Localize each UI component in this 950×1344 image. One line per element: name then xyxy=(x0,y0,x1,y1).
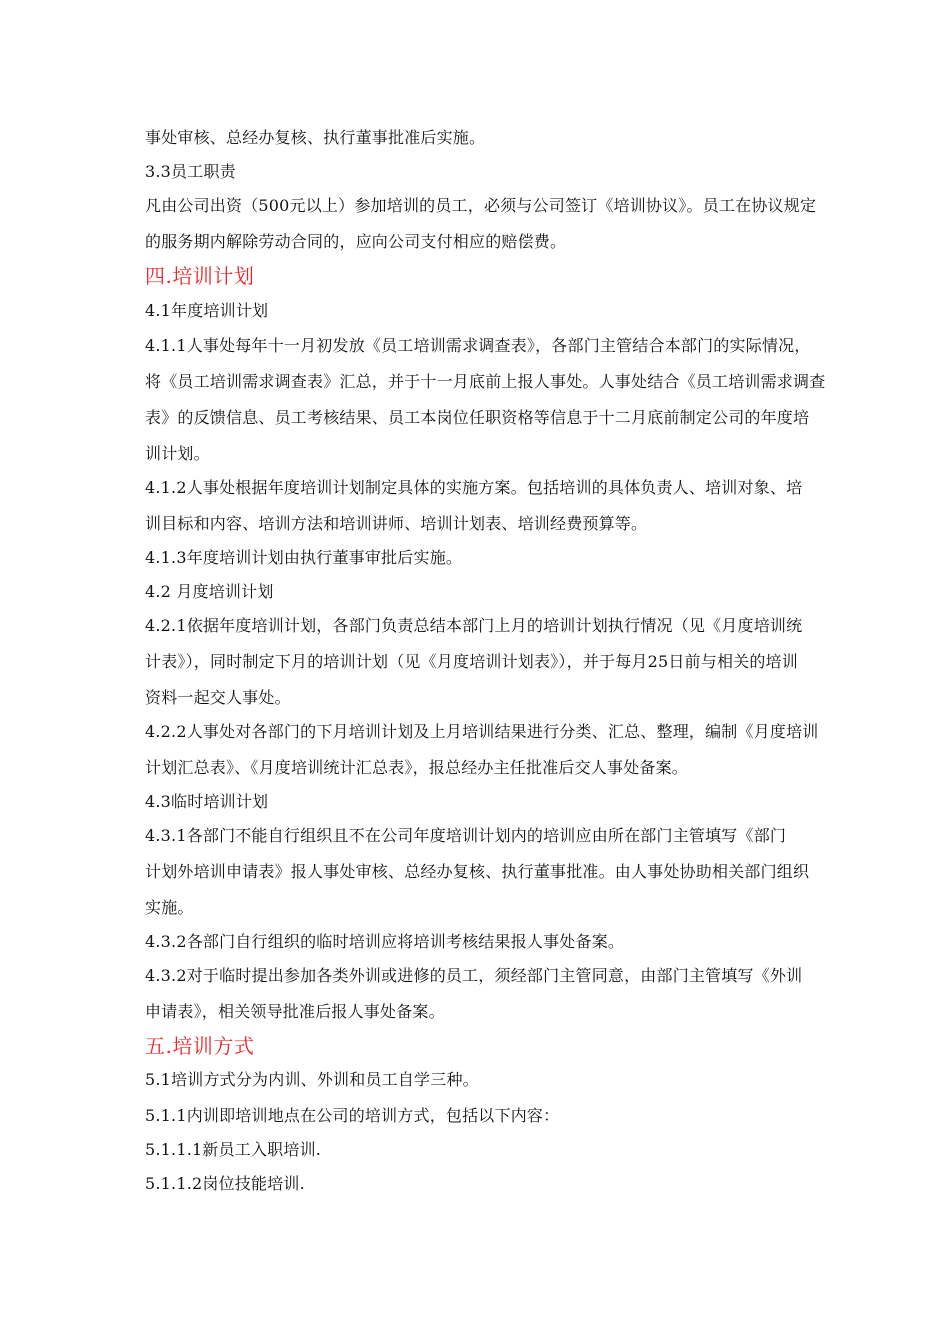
paragraph-line: 将《员工培训需求调查表》汇总，并于十一月底前上报人事处。人事处结合《员工培训需求调查 xyxy=(145,372,826,391)
section-heading-5: 五.培训方式 xyxy=(145,1034,255,1058)
paragraph-line: 表》的反馈信息、员工考核结果、员工本岗位任职资格等信息于十二月底前制定公司的年度培 xyxy=(145,408,810,427)
paragraph-line: 计划外培训申请表》报人事处审核、总经办复核、执行董事批准。由人事处协助相关部门组织 xyxy=(145,862,810,881)
paragraph-line: 5.1.1.2岗位技能培训. xyxy=(145,1174,305,1193)
section-subtitle-4-1: 4.1年度培训计划 xyxy=(145,301,269,320)
paragraph-line: 资料一起交人事处。 xyxy=(145,688,291,707)
paragraph-line: 计划汇总表》、《月度培训统计汇总表》，报总经办主任批准后交人事处备案。 xyxy=(145,758,689,777)
paragraph-line: 5.1.1内训即培训地点在公司的培训方式，包括以下内容： xyxy=(145,1106,560,1125)
section-subtitle-4-3: 4.3临时培训计划 xyxy=(145,792,269,811)
section-subtitle-3-3: 3.3员工职责 xyxy=(145,162,236,181)
paragraph-line: 4.3.2各部门自行组织的临时培训应将培训考核结果报人事处备案。 xyxy=(145,932,625,951)
paragraph-line: 5.1.1.1新员工入职培训. xyxy=(145,1140,322,1159)
paragraph-line: 4.2.2人事处对各部门的下月培训计划及上月培训结果进行分类、汇总、整理，编制《月度培训 xyxy=(145,722,819,741)
paragraph-line: 4.3.1各部门不能自行组织且不在公司年度培训计划内的培训应由所在部门主管填写《部门 xyxy=(145,826,787,845)
paragraph-line: 事处审核、总经办复核、执行董事批准后实施。 xyxy=(145,128,486,147)
section-heading-4: 四.培训计划 xyxy=(145,264,255,288)
paragraph-line: 计表》），同时制定下月的培训计划（见《月度培训计划表》），并于每月25日前与相关的培训 xyxy=(145,652,798,671)
paragraph-line: 4.2.1依据年度培训计划，各部门负责总结本部门上月的培训计划执行情况（见《月度培训统 xyxy=(145,616,803,635)
paragraph-line: 的服务期内解除劳动合同的，应向公司支付相应的赔偿费。 xyxy=(145,232,567,251)
paragraph-line: 实施。 xyxy=(145,898,194,917)
section-subtitle-4-2: 4.2 月度培训计划 xyxy=(145,582,274,601)
paragraph-line: 4.1.2人事处根据年度培训计划制定具体的实施方案。包括培训的具体负责人、培训对象、培 xyxy=(145,478,803,497)
paragraph-line: 训目标和内容、培训方法和培训讲师、培训计划表、培训经费预算等。 xyxy=(145,514,648,533)
paragraph-line: 4.1.1人事处每年十一月初发放《员工培训需求调查表》，各部门主管结合本部门的实际情况， xyxy=(145,336,811,355)
paragraph-line: 训计划。 xyxy=(145,444,210,463)
paragraph-line: 申请表》，相关领导批准后报人事处备案。 xyxy=(145,1002,445,1021)
paragraph-line: 5.1培训方式分为内训、外训和员工自学三种。 xyxy=(145,1070,479,1089)
paragraph-line: 4.1.3年度培训计划由执行董事审批后实施。 xyxy=(145,548,463,567)
paragraph-line: 4.3.2对于临时提出参加各类外训或进修的员工，须经部门主管同意，由部门主管填写《外训 xyxy=(145,966,803,985)
paragraph-line: 凡由公司出资（500元以上）参加培训的员工，必须与公司签订《培训协议》。员工在协议规定 xyxy=(145,196,817,215)
